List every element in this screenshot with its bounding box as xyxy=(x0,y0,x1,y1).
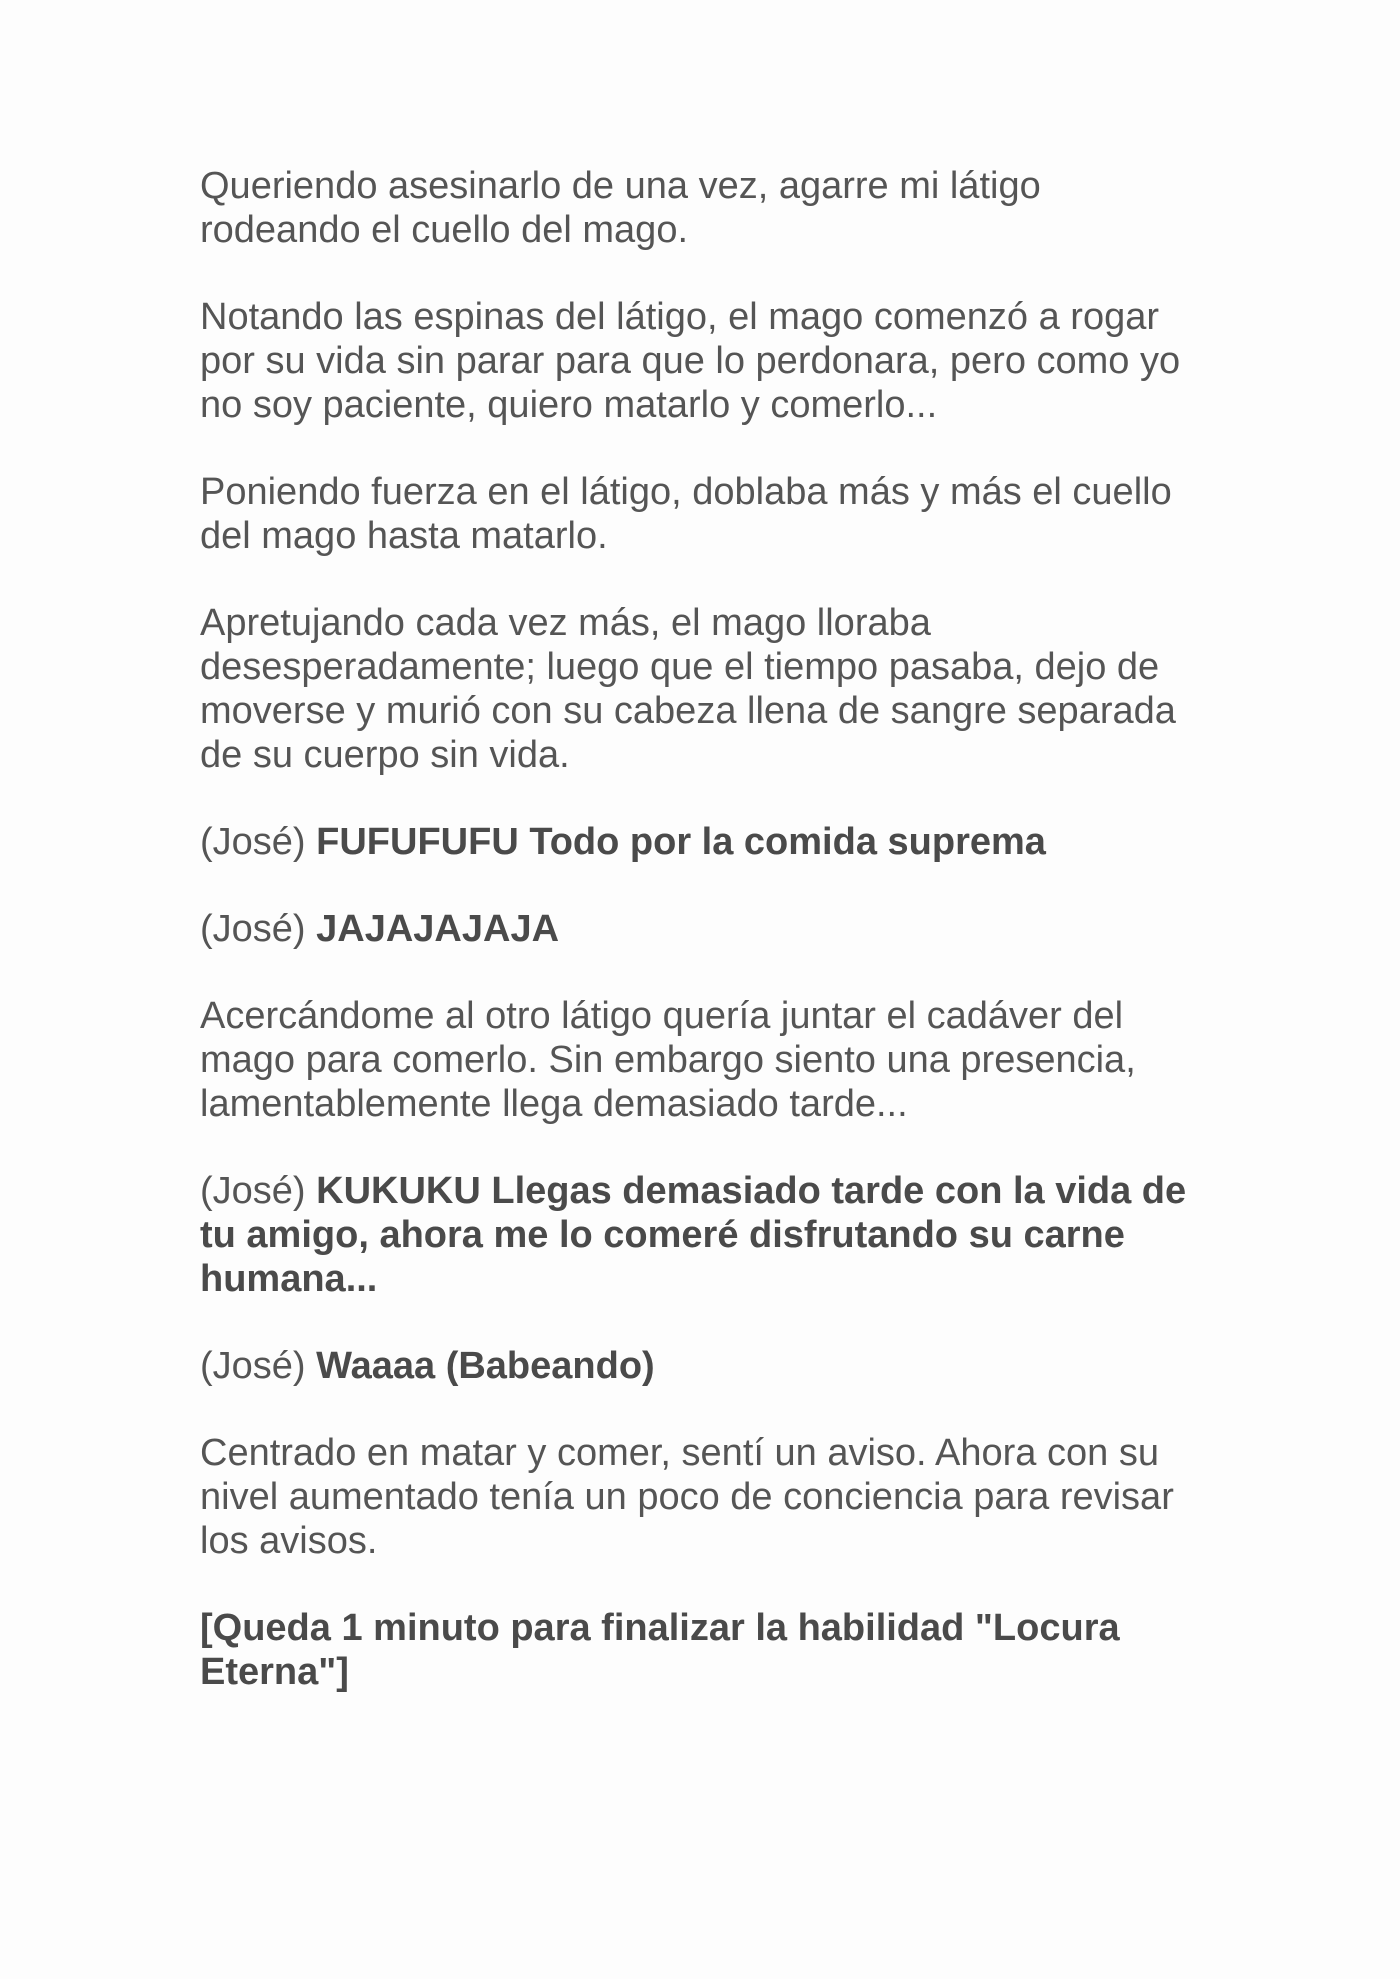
dialogue-text: JAJAJAJAJA xyxy=(316,908,560,950)
narration-text: Centrado en matar y comer, sentí un aviso. Ahora con su nivel aumentado tenía un poco de conciencia para revisar los avisos. xyxy=(200,1432,1174,1562)
text-column xyxy=(200,164,1210,1737)
notice-text: [Queda 1 minuto para finalizar la habilidad "Locura Eterna"] xyxy=(200,1607,1120,1693)
dialogue-text: KUKUKU Llegas demasiado tarde con la vida de tu amigo, ahora me lo comeré disfrutando su carne humana... xyxy=(200,1170,1187,1300)
narration-paragraph xyxy=(200,601,1210,777)
speaker-label: (José) xyxy=(200,1345,306,1387)
narration-text: Apretujando cada vez más, el mago lloraba desesperadamente; luego que el tiempo pasaba, dejo de moverse y murió con su cabeza llena de sangre separada de su cuerpo sin vida. xyxy=(200,602,1176,776)
narration-paragraph xyxy=(200,164,1210,252)
speaker-label: (José) xyxy=(200,908,306,950)
narration-text: Acercándome al otro látigo quería juntar el cadáver del mago para comerlo. Sin embargo siento una presencia, lamentablemente llega demasiado tarde... xyxy=(200,995,1136,1125)
narration-paragraph xyxy=(200,470,1210,558)
narration-paragraph xyxy=(200,295,1210,427)
narration-text: Poniendo fuerza en el látigo, doblaba más y más el cuello del mago hasta matarlo. xyxy=(200,471,1172,557)
dialogue-paragraph xyxy=(200,1344,1210,1388)
narration-paragraph xyxy=(200,1431,1210,1563)
dialogue-paragraph xyxy=(200,907,1210,951)
narration-paragraph xyxy=(200,994,1210,1126)
dialogue-text: Waaaa (Babeando) xyxy=(316,1345,655,1387)
narration-text: Queriendo asesinarlo de una vez, agarre mi látigo rodeando el cuello del mago. xyxy=(200,165,1041,251)
speaker-label: (José) xyxy=(200,821,306,863)
system-notice xyxy=(200,1606,1210,1694)
dialogue-text: FUFUFUFU Todo por la comida suprema xyxy=(316,821,1046,863)
speaker-label: (José) xyxy=(200,1170,306,1212)
dialogue-paragraph xyxy=(200,820,1210,864)
narration-text: Notando las espinas del látigo, el mago comenzó a rogar por su vida sin parar para que lo perdonara, pero como yo no soy paciente, quiero matarlo y comerlo... xyxy=(200,296,1181,426)
dialogue-paragraph xyxy=(200,1169,1210,1301)
